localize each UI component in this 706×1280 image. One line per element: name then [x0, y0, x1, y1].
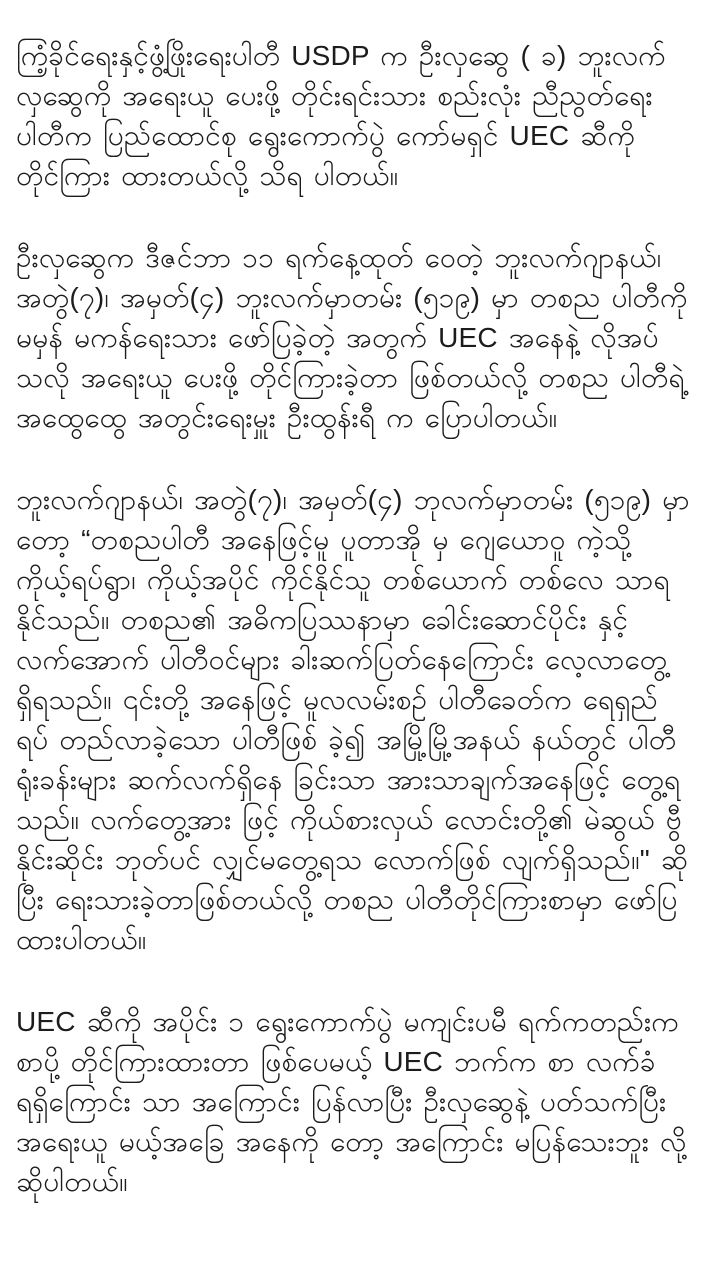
article-body: [16, 36, 690, 1202]
paragraph-complaint-summary: ကြံ့ခိုင်ရေးနှင့်ဖွံ့ဖြိုးရေးပါတီ USDP က ဦးလှဆွေ ( ခ) ဘူးလက် လှဆွေကို အရေးယူ ပေးဖို့ တိုင်းရင်းသား စည်းလုံး ညီညွတ်ရေး ပါတီက ပြည်ထောင်စု ရွေးကောက်ပွဲ ကော်မရှင် UEC ဆီကို တိုင်ကြား ထားတယ်လို့ သိရ ပါတယ်။: [16, 40, 666, 191]
paragraph-quoted-article: ဘူးလက်ဂျာနယ်၊ အတွဲ(၇)၊ အမှတ်(၄) ဘုလက်မှာတမ်း (၅၁၉) မှာတော့ “တစညပါတီ အနေဖြင့်မူ ပူတာအို မှ ဂျေယောဝူ ကဲ့သို့ ကိုယ့်ရပ်ရွာ၊ ကိုယ့်အပိုင် ကိုင်နိုင်သူ တစ်ယောက် တစ်လေ သာရနိုင်သည်။ တစည၏ အဓိကပြဿနာမှာ ခေါင်းဆောင်ပိုင်း နှင့် လက်အောက် ပါတီဝင်များ ခါးဆက်ပြတ်နေကြောင်း လေ့လာတွေ့ ရှိရသည်။ ၎င်းတို့ အနေဖြင့် မူလလမ်းစဉ် ပါတီခေတ်က ရေရှည်ရပ် တည်လာခဲ့သော ပါတီဖြစ် ခဲ့၍ အမြို့မြို့အနယ် နယ်တွင် ပါတီရုံးခန်းများ ဆက်လက်ရှိနေ ခြင်းသာ အားသာချက်အနေဖြင့် တွေ့ရသည်။ လက်တွေ့အား ဖြင့် ကိုယ်စားလှယ် လောင်းတို့၏ မဲဆွယ် ဗွီနိုင်းဆိုင်း ဘုတ်ပင် လျှင်မတွေ့ရသ လောက်ဖြစ် လျက်ရှိသည်။" ဆိုပြီး ရေးသားခဲ့တာဖြစ်တယ်လို့ တစည ပါတီတိုင်ကြားစာမှာ ဖော်ပြ ထားပါတယ်။: [16, 484, 690, 955]
paragraph-journal-details: ဦးလှဆွေက ဒီဇင်ဘာ ၁၁ ရက်နေ့ထုတ် ဝေတဲ့ ဘူးလက်ဂျာနယ်၊ အတွဲ(၇)၊ အမှတ်(၄) ဘူးလက်မှာတမ်း (၅၁၉) မှာ တစည ပါတီကို မမှန် မကန်ရေးသား ဖော်ပြခဲ့တဲ့ အတွက် UEC အနေနဲ့ လိုအပ်သလို အရေးယူ ပေးဖို့ တိုင်ကြားခဲ့တာ ဖြစ်တယ်လို့ တစည ပါတီရဲ့ အထွေထွေ အတွင်းရေးမှူး ဦးထွန်းရီ က ပြောပါတယ်။: [16, 242, 688, 433]
paragraph-uec-response: UEC ဆီကို အပိုင်း ၁ ရွေးကောက်ပွဲ မကျင်းပမီ ရက်ကတည်းက စာပို့ တိုင်ကြားထားတာ ဖြစ်ပေမယ့် UEC ဘက်က စာ လက်ခံ ရရှိကြောင်း သာ အကြောင်း ပြန်လာပြီး ဦးလှဆွေနဲ့ ပတ်သက်ပြီး အရေးယူ မယ့်အခြေ အနေကို တော့ အကြောင်း မပြန်သေးဘူး လို့ ဆိုပါတယ်။: [16, 1006, 687, 1197]
